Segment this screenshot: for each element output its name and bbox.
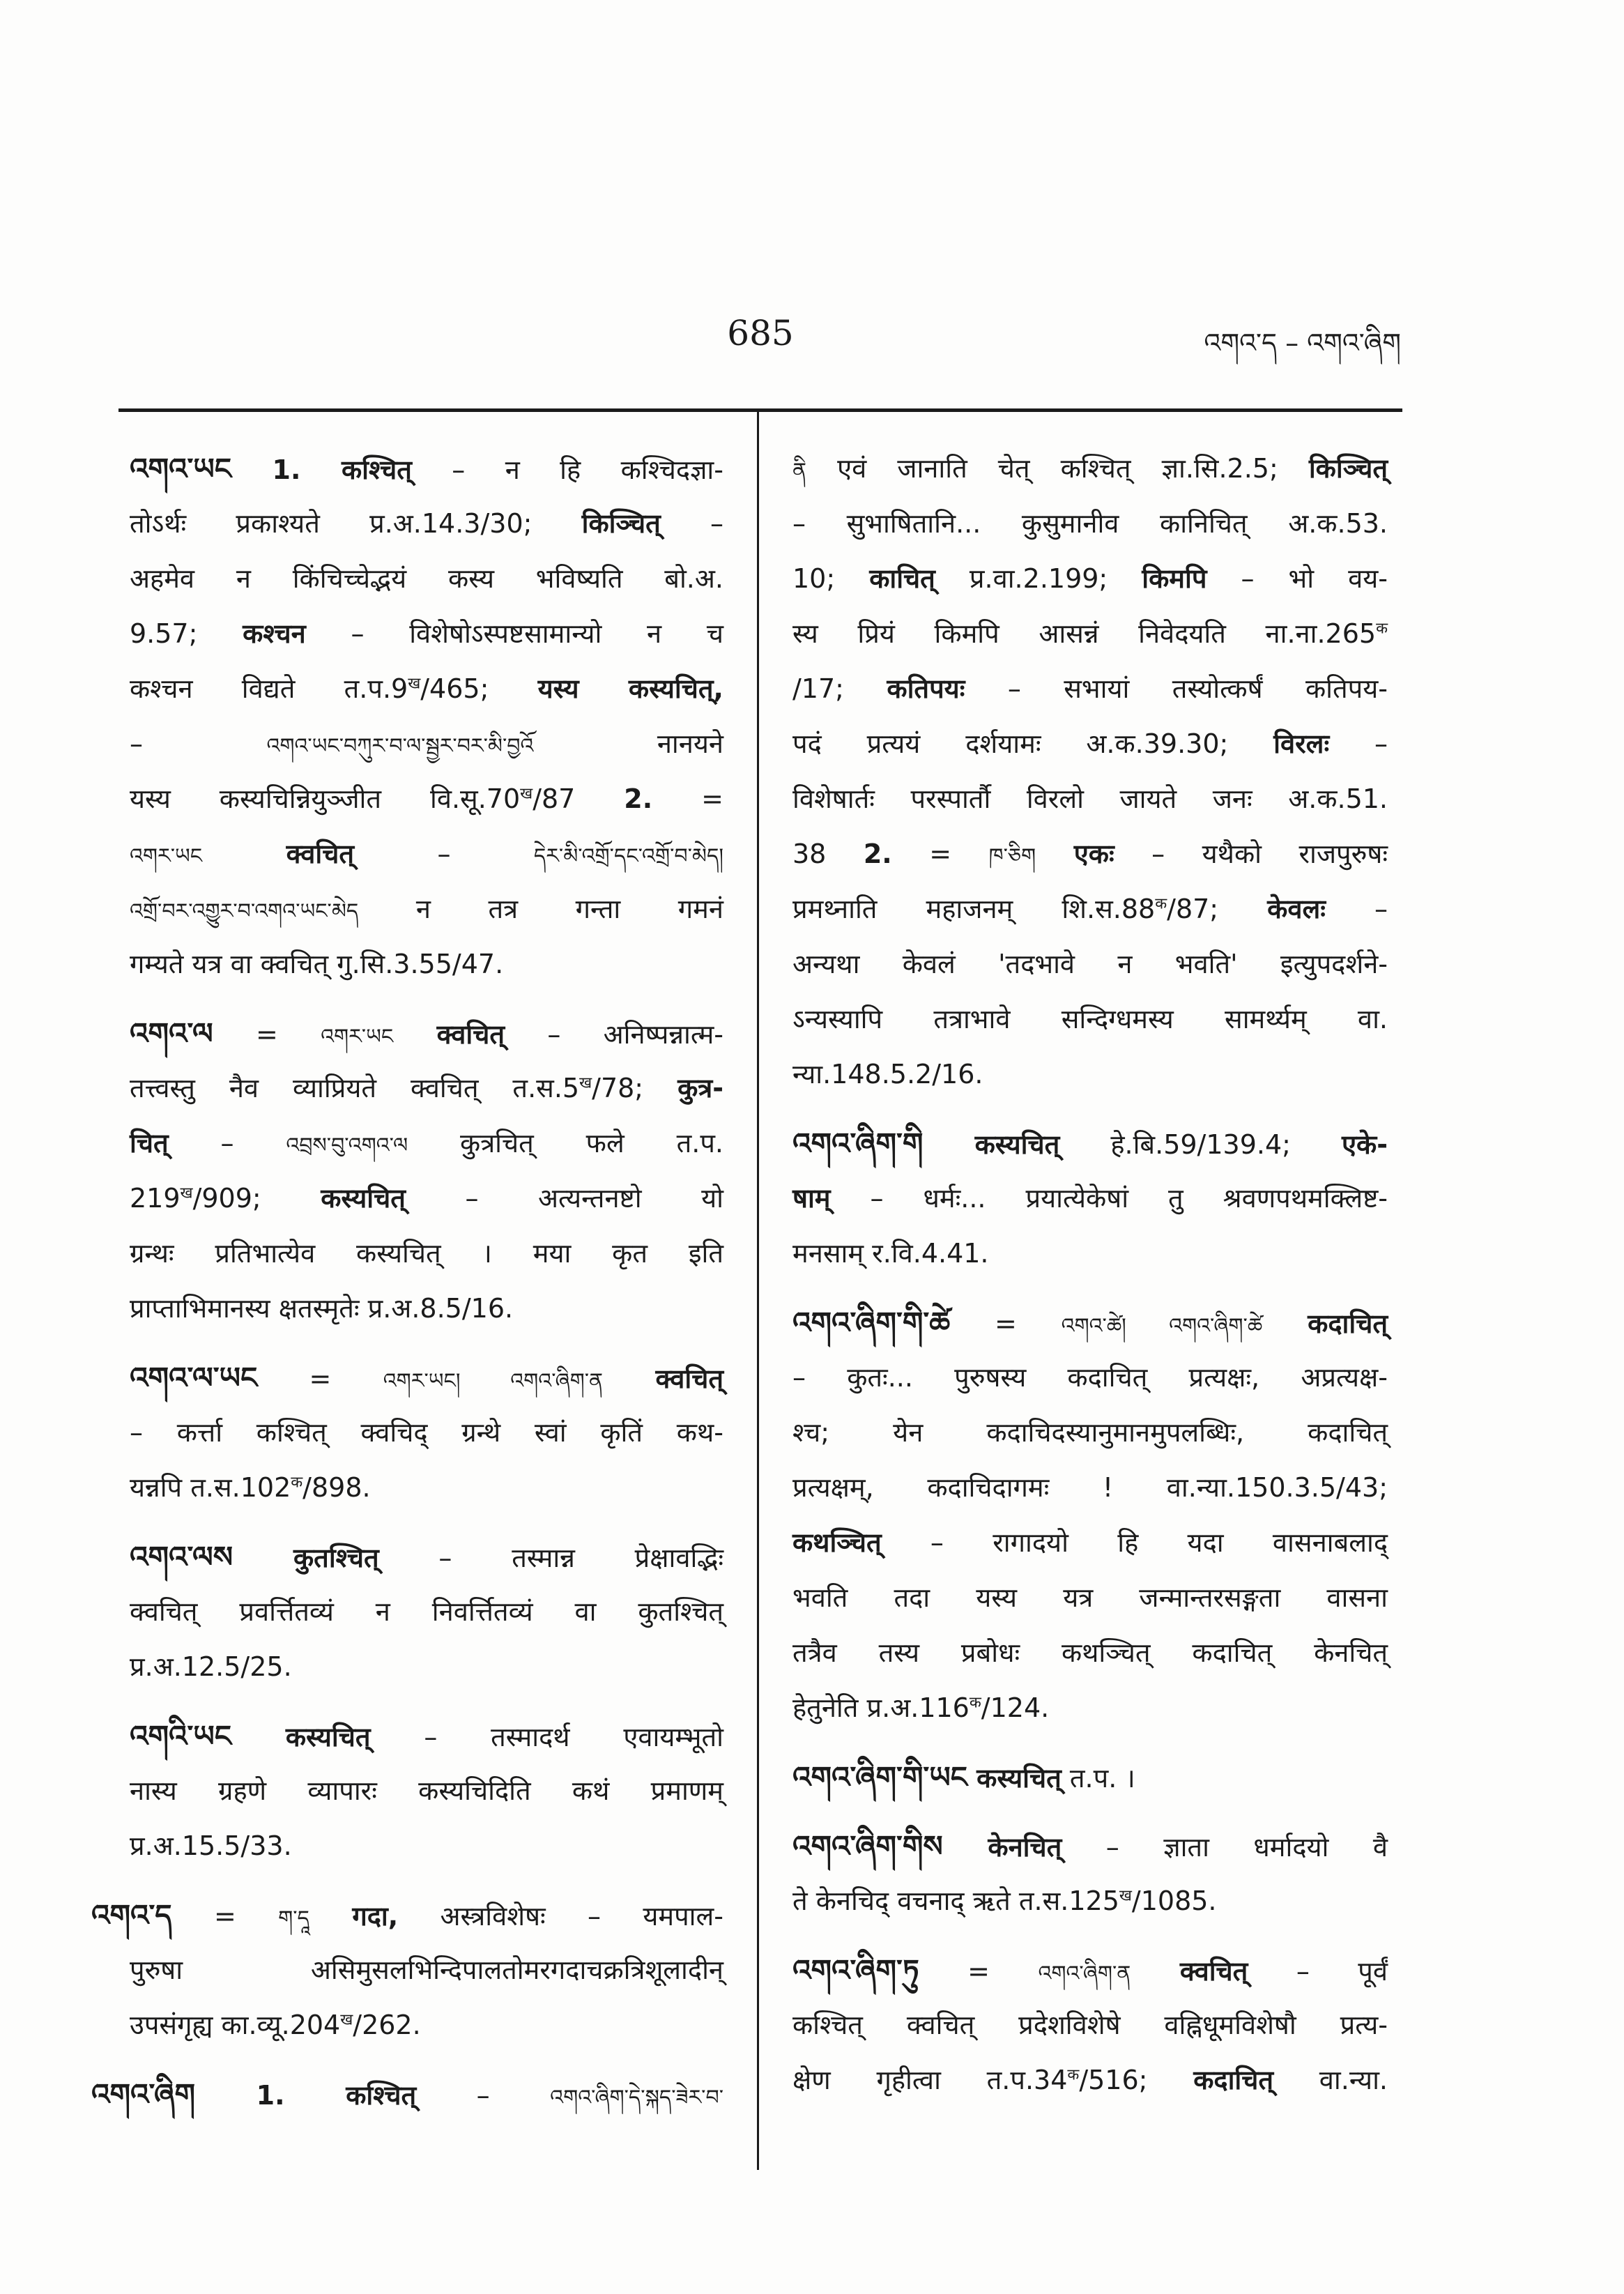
left-line-7: [130, 772, 723, 827]
body-text: /78;: [592, 1073, 678, 1103]
left-line-28: [130, 1998, 723, 2053]
left-line-29: [91, 2067, 723, 2122]
left-line-1: [130, 441, 723, 496]
body-text: – अनिष्पन्नात्म-: [505, 1019, 724, 1050]
tibetan-headword: འགའ་ཞིག་ཏུ: [792, 1953, 919, 1987]
tibetan-headword: འགའ་ལ་ཡང: [130, 1361, 258, 1395]
right-line-24: [792, 1750, 1388, 1805]
body-text: /898.: [302, 1472, 371, 1503]
superscript-folio: क: [291, 1474, 303, 1492]
right-line-3: [792, 551, 1388, 606]
body-text: /17;: [792, 673, 887, 704]
right-line-15: [792, 1226, 1388, 1281]
body-text: =: [652, 783, 723, 814]
body-text: क्वचित् प्रवर्त्तितव्यं न निवर्त्तितव्यं वा कुतश्चित्: [130, 1596, 723, 1627]
right-line-25: [792, 1819, 1388, 1874]
tibetan-headword: འགའི་ཡང: [130, 1719, 231, 1753]
tibetan-text: དེར་མི་འགྲོ་དང་འགྲོ་བ་མེད།: [533, 844, 723, 869]
tibetan-text: ནི: [792, 459, 807, 483]
page-number: 685: [727, 313, 794, 353]
tibetan-text: འགར་ཡང། འགའ་ཞིག་ན: [383, 1369, 604, 1393]
tibetan-text: འགའ་ཞིག་ན: [1038, 1962, 1131, 1986]
sanskrit-term: यस्य कस्यचित्,: [537, 673, 723, 704]
right-line-2: [792, 496, 1388, 551]
body-text: स्य प्रियं किमपि आसन्नं निवेदयति ना.ना.265: [792, 618, 1377, 649]
body-text: अहमेव न किंचिच्चेद्भयं कस्य भविष्यति बो.अ.: [130, 563, 723, 594]
sanskrit-term: कथञ्चित्: [792, 1527, 882, 1558]
body-text: 10;: [792, 563, 870, 594]
body-text: –: [416, 2080, 551, 2111]
right-line-28: [792, 1998, 1388, 2053]
right-line-29: [792, 2053, 1388, 2108]
left-line-10: [130, 937, 723, 992]
left-line-20: [130, 1529, 723, 1584]
superscript-folio: ख: [1119, 1887, 1132, 1905]
sanskrit-term: षाम्: [792, 1183, 831, 1214]
body-text: – धर्मः... प्रयात्येकेषां तु श्रवणपथमक्लिष्ट-: [830, 1183, 1388, 1214]
sanskrit-term: कदाचित्: [1262, 1308, 1388, 1339]
body-text: –: [660, 508, 723, 539]
left-line-17: [130, 1350, 723, 1405]
right-line-14: [792, 1171, 1388, 1226]
right-line-4: [792, 606, 1388, 662]
body-text: ऽन्यस्यापि तत्राभावे सन्दिग्धमस्य सामर्थ्यम् वा.: [792, 1004, 1388, 1034]
body-text: 9.57;: [130, 618, 243, 649]
right-line-8: [792, 827, 1388, 882]
right-line-5: [792, 662, 1388, 717]
running-head: འགའ་ད – འགའ་ཞིག: [1204, 328, 1401, 358]
right-line-10: [792, 937, 1388, 992]
superscript-folio: ख: [340, 2011, 353, 2029]
sanskrit-term: कस्यचित्: [231, 1722, 371, 1752]
left-line-6: [130, 717, 723, 772]
left-line-2: [130, 496, 723, 551]
body-text: गम्यते यत्र वा क्वचित् गु.सि.3.55/47.: [130, 949, 504, 979]
body-text: – कर्त्ता कश्चित् क्वचिद् ग्रन्थे स्वां कृतिं कथ-: [130, 1417, 723, 1448]
body-text: /87: [533, 783, 625, 814]
superscript-folio: ख: [579, 1074, 592, 1092]
left-line-9: [130, 882, 723, 937]
body-text: तोऽर्थः प्रकाश्यते प्र.अ.14.3/30;: [130, 508, 582, 539]
sanskrit-term: कतिपयः: [887, 673, 965, 704]
right-line-27: [792, 1943, 1388, 1998]
body-text: अन्यथा केवलं 'तदभावे न भवति' इत्युपदर्शने-: [792, 949, 1388, 979]
body-text: – भो वय-: [1206, 563, 1388, 594]
left-line-12: [130, 1061, 723, 1116]
left-line-26: [91, 1888, 723, 1943]
body-text: – कुतः... पुरुषस्य कदाचित् प्रत्यक्षः, अप्रत्यक्ष-: [792, 1362, 1388, 1393]
sanskrit-term: एके-: [1342, 1129, 1388, 1160]
superscript-folio: ख: [520, 785, 533, 803]
sanskrit-term: कश्चन: [243, 618, 306, 649]
body-text: – पूर्वं: [1248, 1956, 1388, 1987]
right-line-1: [792, 441, 1388, 496]
tibetan-headword: འགའ་ལ: [130, 1016, 213, 1050]
body-text: /516;: [1079, 2065, 1194, 2095]
tibetan-headword: འགའ་ཡང: [130, 452, 231, 486]
body-text: क्षेण गृहीत्वा त.प.34: [792, 2065, 1068, 2095]
sanskrit-term: क्वचित्: [603, 1363, 723, 1394]
right-line-7: [792, 772, 1388, 827]
left-column: [91, 441, 724, 2122]
left-line-27: [130, 1943, 723, 1998]
sanskrit-term: 2.: [863, 839, 892, 869]
sanskrit-term: किञ्चित्: [581, 508, 661, 539]
body-text: – तस्मादर्थ एवायम्भूतो: [370, 1722, 723, 1752]
right-line-12: [792, 1047, 1388, 1102]
body-text: – रागादयो हि यदा वासनाबलाद्: [881, 1527, 1388, 1558]
body-text: विशेषार्तः परस्पार्तौ विरलो जायते जनः अ.क.51.: [792, 783, 1388, 814]
sanskrit-term: 1. कश्चित्: [195, 2080, 417, 2111]
body-text: नास्य ग्रहणे व्यापारः कस्यचिदिति कथं प्रमाणम्: [130, 1775, 723, 1806]
superscript-folio: क: [1067, 2066, 1080, 2084]
right-line-20: [792, 1515, 1388, 1570]
left-line-14: [130, 1171, 723, 1226]
body-text: कुत्रचित् फले त.प.: [408, 1128, 723, 1159]
body-text: –: [1329, 728, 1388, 759]
body-text: /909;: [192, 1183, 321, 1214]
sanskrit-term: कुतश्चित्: [233, 1543, 379, 1573]
body-text: तत्रैव तस्य प्रबोधः कथञ्चित् कदाचित् केनचित्: [792, 1637, 1388, 1668]
body-text: कश्चित् क्वचित् प्रदेशविशेषे वह्निधूमविशेषौ प्रत्य-: [792, 2010, 1388, 2040]
body-text: =: [919, 1956, 1039, 1987]
sanskrit-term: क्वचित्: [202, 839, 355, 869]
tibetan-text: འགར་ཡང: [321, 1025, 394, 1049]
body-text: – विशेषोऽस्पष्टसामान्यो न च: [305, 618, 723, 649]
right-line-18: [792, 1405, 1388, 1460]
body-text: प्र.अ.15.5/33.: [130, 1830, 292, 1861]
sanskrit-term: एकः: [1036, 839, 1114, 869]
tibetan-text: འགར་ཡང: [130, 844, 203, 869]
superscript-folio: क: [1155, 895, 1167, 913]
body-text: /262.: [353, 2010, 421, 2040]
left-line-11: [130, 1006, 723, 1061]
tibetan-text: འབྲས་བུ་འགའ་ལ: [286, 1133, 408, 1158]
right-line-22: [792, 1626, 1388, 1681]
body-text: पदं प्रत्ययं दर्शयामः अ.क.39.30;: [792, 728, 1274, 759]
body-text: /1085.: [1131, 1886, 1217, 1916]
body-text: – सुभाषितानि... कुसुमानीव कानिचित् अ.क.53.: [792, 508, 1388, 539]
body-text: पुरुषा असिमुसलभिन्दिपालतोमरगदाचक्रत्रिशूलादीन्: [130, 1955, 723, 1985]
sanskrit-term: विरलः: [1273, 728, 1330, 759]
superscript-folio: ख: [180, 1184, 193, 1202]
body-text: /124.: [981, 1692, 1050, 1723]
body-text: – यथैको राजपुरुषः: [1114, 839, 1388, 869]
right-line-19: [792, 1460, 1388, 1515]
right-line-13: [792, 1116, 1388, 1171]
body-text: =: [950, 1308, 1062, 1339]
right-line-11: [792, 992, 1388, 1047]
left-line-25: [130, 1819, 723, 1874]
body-text: भवति तदा यस्य यत्र जन्मान्तरसङ्गता वासना: [792, 1582, 1388, 1613]
body-text: /465;: [420, 673, 538, 704]
body-text: –: [1325, 894, 1388, 924]
left-line-23: [130, 1708, 723, 1764]
tibetan-text: འགྲོ་བར་འགྱུར་བ་འགའ་ཡང་མེད: [130, 899, 359, 924]
tibetan-headword: འགའ་ཞིག་གིས: [792, 1829, 943, 1863]
right-column: [792, 441, 1388, 2108]
sanskrit-term: चित्: [130, 1128, 169, 1159]
body-text: हेतुनेति प्र.अ.116: [792, 1692, 970, 1723]
body-text: वा.न्या.: [1273, 2065, 1388, 2095]
body-text: न्या.148.5.2/16.: [792, 1059, 983, 1089]
body-text: =: [891, 839, 989, 869]
sanskrit-term: काचित्: [869, 563, 935, 594]
sanskrit-term: केवलः: [1267, 894, 1326, 924]
body-text: – तस्मान्न प्रेक्षावद्भिः: [378, 1543, 724, 1573]
column-divider: [757, 411, 759, 2170]
tibetan-headword: འགའ་ད: [91, 1898, 172, 1932]
left-line-22: [130, 1639, 723, 1695]
body-text: /87;: [1167, 894, 1268, 924]
body-text: तत्त्वस्तु नैव व्याप्रियते क्वचित् त.स.5: [130, 1073, 580, 1103]
tibetan-text: ག་དཱ: [278, 1906, 309, 1931]
left-line-5: [130, 662, 723, 717]
body-text: =: [171, 1901, 279, 1932]
sanskrit-term: 2.: [624, 783, 653, 814]
body-text: 38: [792, 839, 864, 869]
body-text: प्र.अ.12.5/25.: [130, 1651, 292, 1682]
sanskrit-term: कस्यचित्: [967, 1763, 1062, 1794]
body-text: त.प. ।: [1061, 1763, 1135, 1794]
tibetan-headword: འགའ་ལས: [130, 1540, 233, 1574]
body-text: मनसाम् र.वि.4.41.: [792, 1238, 989, 1269]
left-line-3: [130, 551, 723, 606]
sanskrit-term: गदा,: [309, 1901, 399, 1932]
body-text: एवं जानाति चेत् कश्चित् ज्ञा.सि.2.5;: [806, 453, 1309, 484]
right-line-16: [792, 1295, 1388, 1350]
left-line-21: [130, 1584, 723, 1639]
sanskrit-term: 1. कश्चित्: [231, 454, 412, 485]
superscript-folio: क: [1376, 620, 1388, 638]
body-text: अस्त्रविशेषः – यमपाल-: [398, 1901, 723, 1932]
body-text: यन्नपि त.स.102: [130, 1472, 291, 1503]
body-text: श्च; येन कदाचिदस्यानुमानमुपलब्धिः, कदाचित्: [792, 1417, 1388, 1448]
tibetan-text: ཁ་ཅིག: [988, 844, 1036, 869]
header-rule: [118, 408, 1402, 412]
body-text: नानयने: [533, 728, 723, 759]
left-line-4: [130, 606, 723, 662]
body-text: उपसंगृह्य का.व्यू.204: [130, 2010, 341, 2040]
tibetan-text: འགའ་ཞིག་དེ་སྐད་ཟེར་བ་: [550, 2086, 723, 2110]
body-text: कश्चन विद्यते त.प.9: [130, 673, 408, 704]
body-text: यस्य कस्यचिन्नियुञ्जीत वि.सू.70: [130, 783, 521, 814]
sanskrit-term: क्वचित्: [1131, 1956, 1248, 1987]
sanskrit-term: कस्यचित्: [923, 1129, 1060, 1160]
body-text: प्र.वा.2.199;: [935, 563, 1142, 594]
right-line-26: [792, 1874, 1388, 1929]
left-line-18: [130, 1405, 723, 1460]
left-line-13: [130, 1116, 723, 1171]
body-text: –: [130, 728, 267, 759]
superscript-folio: ख: [408, 675, 421, 693]
body-text: – सभायां तस्योत्कर्षं कतिपय-: [965, 673, 1388, 704]
sanskrit-term: क्वचित्: [393, 1019, 505, 1050]
sanskrit-term: किञ्चित्: [1308, 453, 1388, 484]
right-line-17: [792, 1350, 1388, 1405]
body-text: – न हि कश्चिदज्ञा-: [411, 454, 723, 485]
tibetan-text: འགའ་ཡང་བཀུར་བ་ལ་སྦྱར་བར་མི་བྱའོ: [266, 734, 534, 758]
left-line-15: [130, 1226, 723, 1281]
body-text: –: [354, 839, 534, 869]
body-text: ग्रन्थः प्रतिभात्येव कस्यचित् । मया कृत इति: [130, 1238, 723, 1269]
sanskrit-term: कदाचित्: [1193, 2065, 1274, 2095]
tibetan-headword: འགའ་ཞིག་གི་ཚེ: [792, 1306, 951, 1340]
left-line-16: [130, 1281, 723, 1336]
body-text: न तत्र गन्ता गमनं: [358, 894, 723, 924]
right-line-21: [792, 1570, 1388, 1626]
body-text: ते केनचिद् वचनाद् ऋते त.स.125: [792, 1886, 1119, 1916]
body-text: 219: [130, 1183, 181, 1214]
tibetan-headword: འགའ་ཞིག: [91, 2077, 196, 2111]
sanskrit-term: किमपि: [1142, 563, 1207, 594]
body-text: –: [168, 1128, 286, 1159]
sanskrit-term: कस्यचित्: [321, 1183, 406, 1214]
body-text: =: [257, 1363, 383, 1394]
tibetan-headword: འགའ་ཞིག་གི: [792, 1126, 924, 1161]
tibetan-text: འགའ་ཚེ། འགའ་ཞིག་ཚེ: [1061, 1314, 1263, 1338]
tibetan-headword: འགའ་ཞིག་གི་ཡང: [792, 1760, 967, 1794]
left-line-8: [130, 827, 723, 882]
body-text: प्रमथ्नाति महाजनम् शि.स.88: [792, 894, 1156, 924]
right-line-6: [792, 717, 1388, 772]
body-text: प्राप्ताभिमानस्य क्षतस्मृतेः प्र.अ.8.5/16.: [130, 1293, 514, 1324]
body-text: =: [213, 1019, 321, 1050]
left-line-24: [130, 1764, 723, 1819]
body-text: हे.बि.59/139.4;: [1059, 1129, 1342, 1160]
right-line-9: [792, 882, 1388, 937]
sanskrit-term: केनचित्: [942, 1832, 1062, 1863]
superscript-folio: क: [969, 1694, 981, 1712]
right-line-23: [792, 1681, 1388, 1736]
body-text: प्रत्यक्षम्, कदाचिदागमः ! वा.न्या.150.3.5/43;: [792, 1472, 1388, 1503]
body-text: – ज्ञाता धर्मादयो वै: [1062, 1832, 1388, 1863]
sanskrit-term: कुत्र-: [677, 1073, 723, 1103]
left-line-19: [130, 1460, 723, 1515]
body-text: – अत्यन्तनष्टो यो: [405, 1183, 723, 1214]
